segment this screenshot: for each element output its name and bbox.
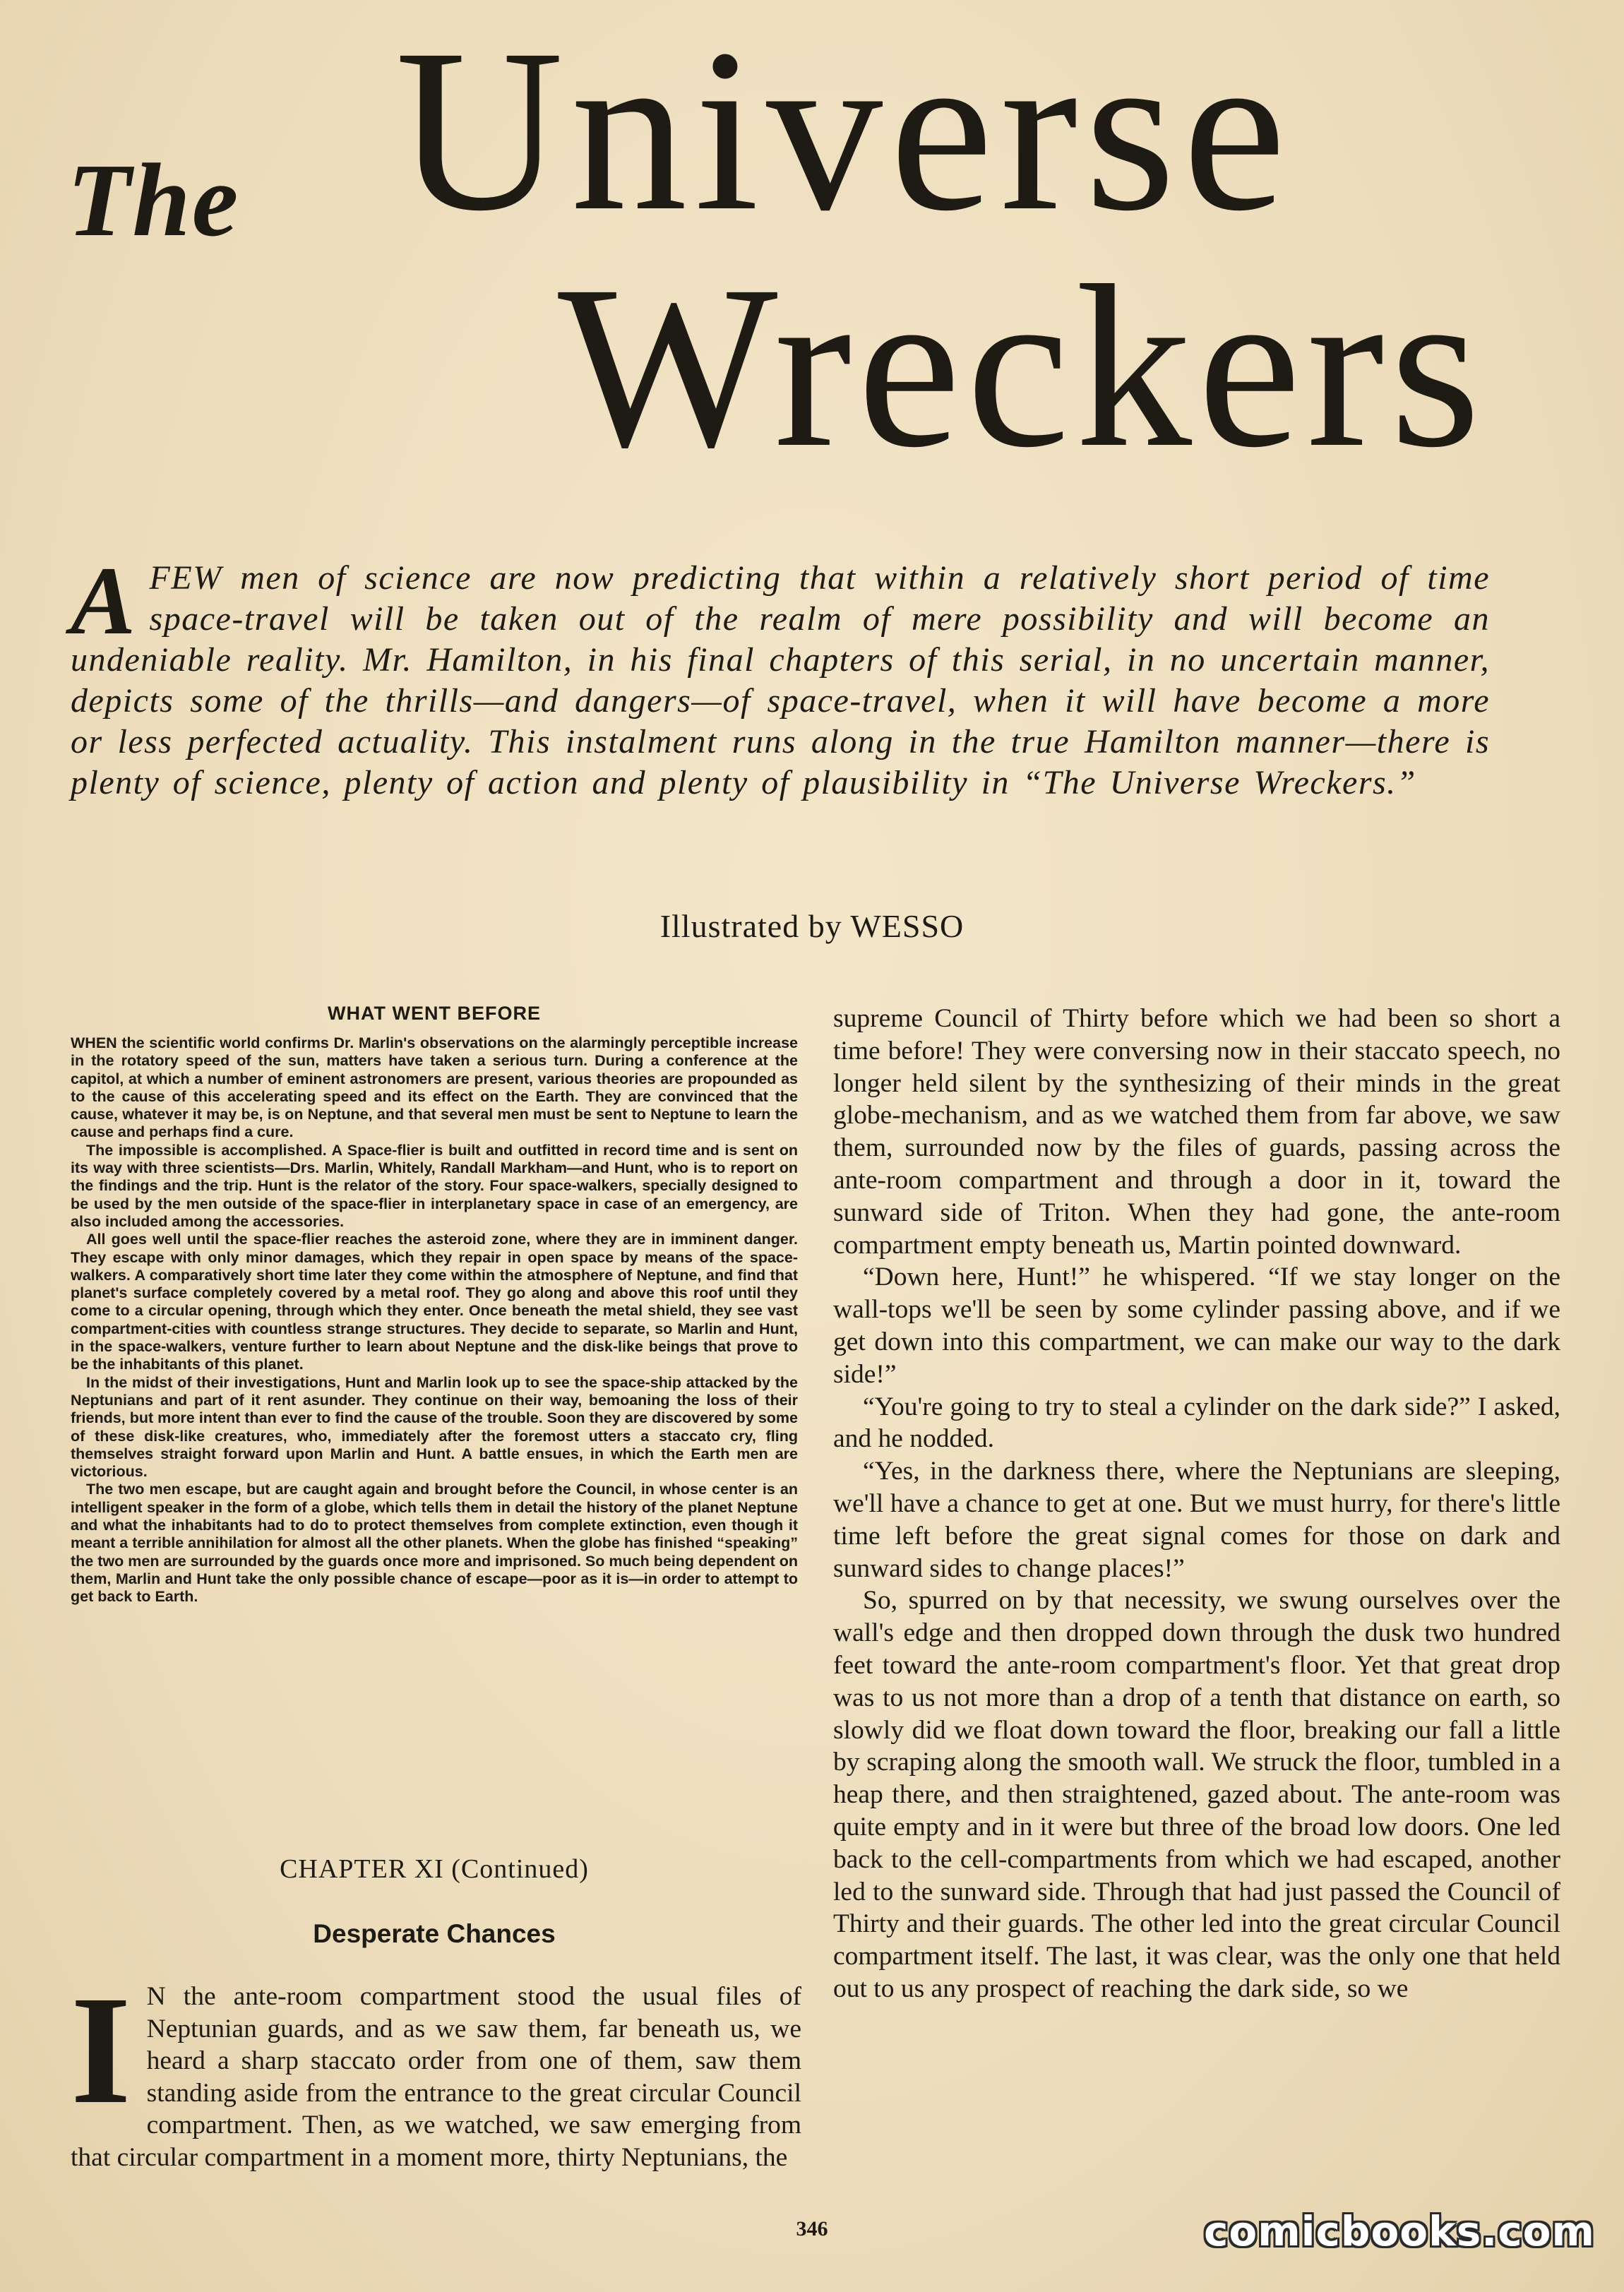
story-paragraph: “Yes, in the darkness there, where the Neptunians are sleeping, we'll have a chance to get at one. But we must hurry, for there's little time left before the great signal comes for those on dark and sunward sides to change places!” xyxy=(833,1457,1560,1583)
what-went-before-heading: WHAT WENT BEFORE xyxy=(328,1003,541,1024)
title-universe: Universe xyxy=(395,1,1294,259)
story-paragraph xyxy=(71,1964,801,2173)
story-paragraph: “You're going to try to steal a cylinder on the dark side?” I asked, and he nodded. xyxy=(833,1392,1560,1454)
story-paragraph: So, spurred on by that necessity, we swung ourselves over the wall's edge and then dropped down through the dusk two hundred feet toward the ante-room compartment's floor. Yet that great drop was to us not more than a drop of a tenth that distance on earth, so slowly did we float down toward the floor, breaking our fall a little by scraping along the smooth wall. We struck the floor, tumbled in a heap there, and then straightened, gazed about. The ante-room was quite empty and in it were but three of the broad low doors. One led back to the cell-compartments from which we had escaped, another led to the sunward side. Through that had just passed the Council of Thirty and their guards. The other led into the great circular Council compartment itself. The last, it was clear, was the only one that held out to us any prospect of reaching the dark side, so we xyxy=(833,1586,1560,2003)
summary-paragraph: The two men escape, but are caught again and brought before the Council, in whose center is an intelligent speaker in the form of a globe, which tells them in detail the history of the planet Neptune and what the inhabitants had to do to protect themselves from complete extinction, even though it meant a terrible annihilation for almost all the other planets. When the globe has finished “speaking” the two men are surrounded by the guards once more and imprisoned. So much being dependent on them, Marlin and Hunt take the only possible chance of escape—poor as it is—in order to attempt to get back to Earth. xyxy=(71,1481,798,1606)
page-number: 346 xyxy=(796,2217,828,2240)
site-watermark: comicbooks.com xyxy=(1204,2207,1595,2255)
story-paragraph: supreme Council of Thirty before which we had been so short a time before! They were conversing now in their staccato speech, no longer held silent by the synthesizing of their minds in the great globe-mechanism, and as we watched them from far above, we saw them, surrounded now by the files of guards, passing across the ante-room compartment and through a door in it, toward the sunward side of Triton. When they had gone, the ante-room compartment empty beneath us, Martin pointed downward. xyxy=(833,1004,1560,1260)
summary-paragraph: WHEN the scientific world confirms Dr. Marlin's observations on the alarmingly perceptible increase in the rotatory speed of the sun, matters have taken a serious turn. During a conference at the capitol, at which a number of eminent astronomers are present, various theories are propounded as to the cause of this accelerating speed and its effect on the Earth. They are convinced that the cause, whatever it may be, is on Neptune, and that several men must be sent to Neptune to learn the cause and perhaps find a cure. xyxy=(71,1034,798,1141)
story-paragraph: “Down here, Hunt!” he whispered. “If we stay longer on the wall-tops we'll be seen by some cylinder passing above, and if we get down into this compartment, we can make our way to the dark side!” xyxy=(833,1263,1560,1389)
intro-blurb xyxy=(71,547,1490,804)
title-wreckers: Wreckers xyxy=(558,238,1486,496)
chapter-subtitle: Desperate Chances xyxy=(313,1919,556,1948)
what-went-before-summary xyxy=(71,1034,798,1606)
title-the: The xyxy=(67,143,240,258)
story-body-left xyxy=(71,1964,801,2173)
story-text: N the ante-room compartment stood the usual files of Neptunian guards, and as we saw them, far beneath us, we heard a sharp staccato order from one of them, saw them standing aside from the entrance to the great circular Council compartment. Then, as we watched, we saw emerging from that circular compartment in a moment more, thirty Neptunians, the xyxy=(71,1982,801,2172)
story-body-right xyxy=(833,1003,1560,2005)
illustrator-credit: Illustrated by WESSO xyxy=(659,908,965,944)
story-drop-cap: I xyxy=(71,1964,131,2136)
intro-drop-cap: A xyxy=(71,547,137,655)
summary-paragraph: The impossible is accomplished. A Space-flier is built and outfitted in record time and is sent on its way with three scientists—Drs. Marlin, Whitely, Randall Markham—and Hunt, who is to report on the findings and the trip. Hunt is the relator of the story. Four space-walkers, specially designed to be used by the men outside of the space-flier in interplanetary space in case of an emergency, are also included among the accessories. xyxy=(71,1141,798,1230)
summary-paragraph: In the midst of their investigations, Hunt and Marlin look up to see the space-ship attacked by the Neptunians and part of it rent asunder. They continue on their way, bemoaning the loss of their friends, but more intent than ever to find the cause of the trouble. Soon they are discovered by some of these disk-like creatures, who, immediately after the foremost utters a staccato cry, fling themselves straight forward upon Marlin and Hunt. A battle ensues, in which the Earth men are victorious. xyxy=(71,1373,798,1481)
chapter-heading: CHAPTER XI (Continued) xyxy=(280,1854,589,1884)
intro-text: FEW men of science are now predicting that within a relatively short period of time space-travel will be taken out of the realm of mere possibility and will become an undeniable reality. Mr. Hamilton, in his final chapters of this serial, in no uncertain manner, depicts some of the thrills—and dangers—of space-travel, when it will have become a more or less perfected actuality. This instalment runs along in the true Hamilton manner—there is plenty of science, plenty of action and plenty of plausibility in “The Universe Wreckers.” xyxy=(71,559,1490,801)
summary-paragraph: All goes well until the space-flier reaches the asteroid zone, where they are in imminent danger. They escape with only minor damages, which they repair in open space by means of the space-walkers. A comparatively short time later they come within the atmosphere of Neptune, and find that planet's surface completely covered by a metal roof. They go along and above this roof until they come to a circular opening, through which they enter. Once beneath the metal shield, they see vast compartment-cities with countless strange structures. They decide to separate, so Marlin and Hunt, in the space-walkers, venture further to learn about Neptune and the disk-like beings that prove to be the inhabitants of this planet. xyxy=(71,1231,798,1373)
